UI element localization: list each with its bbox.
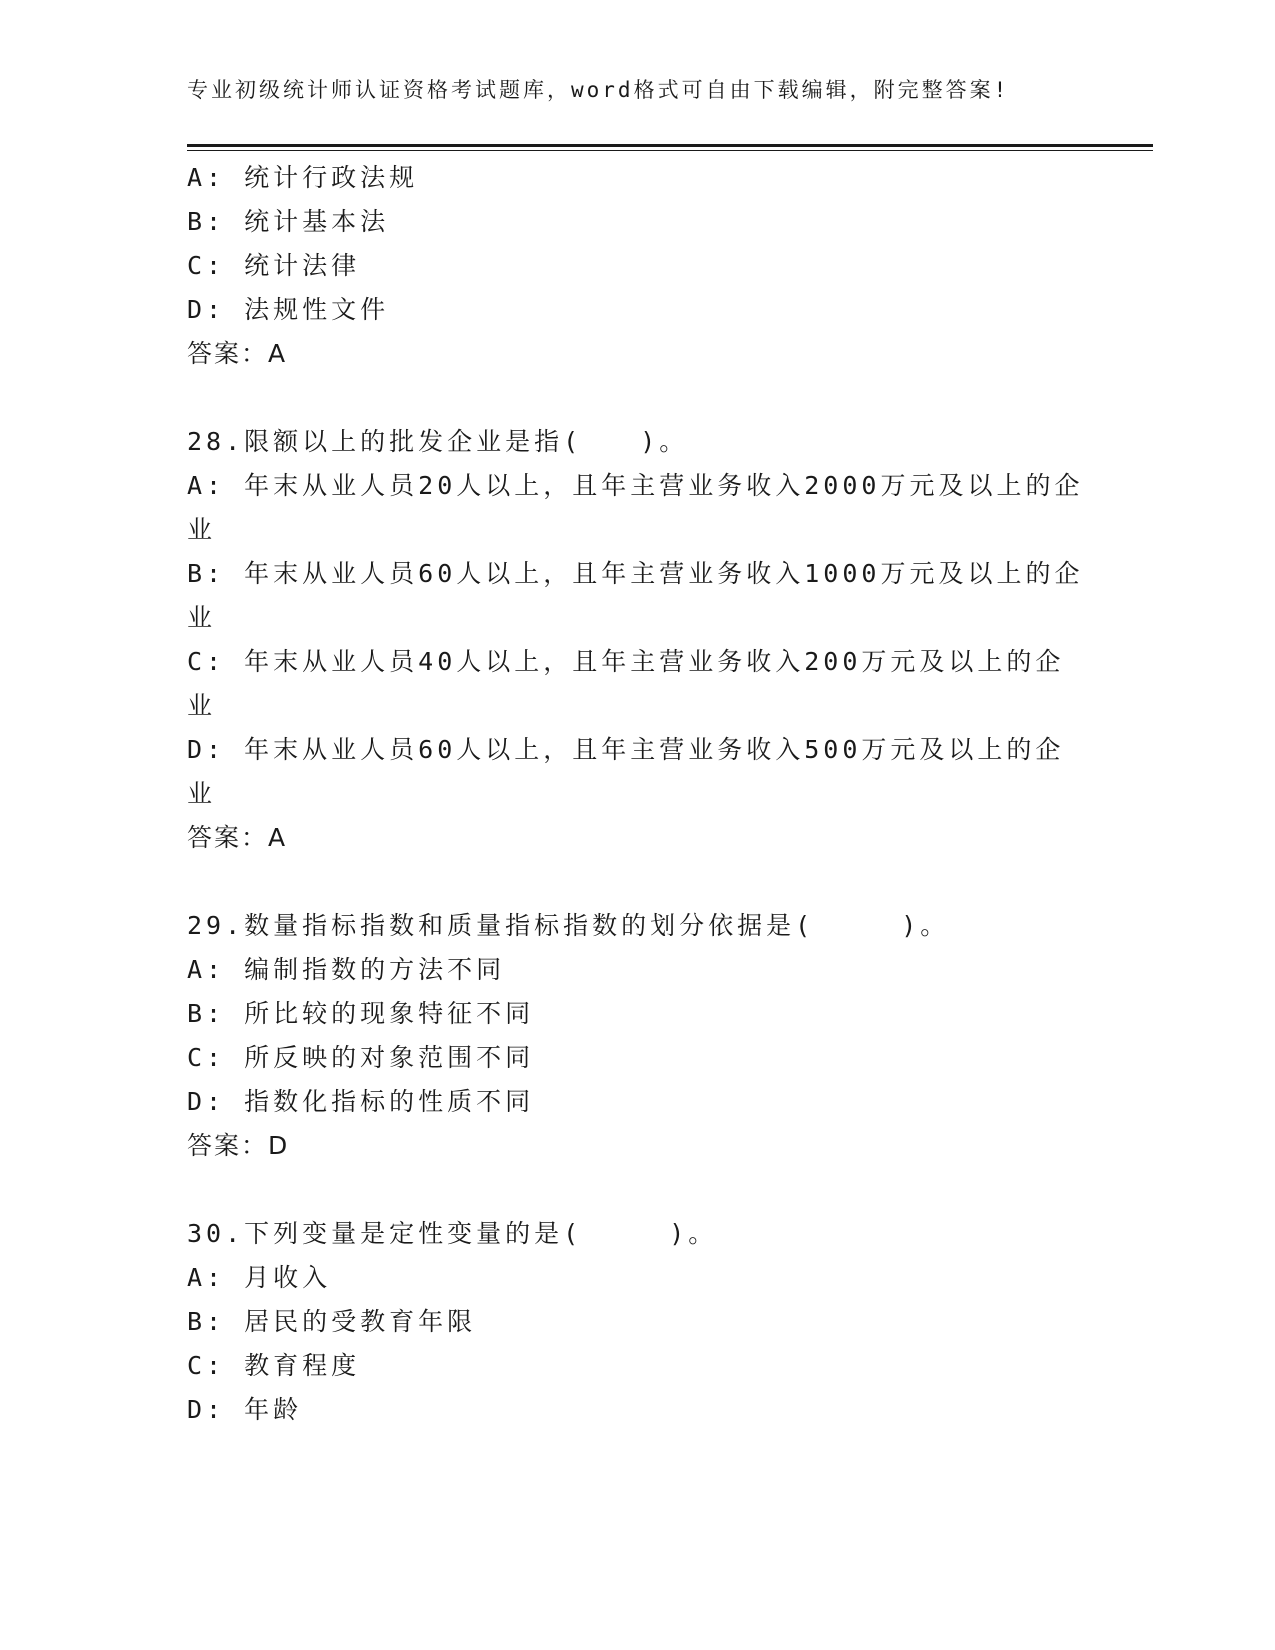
prev-option-a: A: 统计行政法规	[187, 163, 419, 192]
prev-option-b: B: 统计基本法	[187, 207, 390, 236]
q28-option-a: A: 年末从业人员20人以上，且年主营业务收入2000万元及以上的企	[187, 471, 1084, 500]
q28-option-a-wrap: 业	[187, 515, 217, 544]
q29-option-c: C: 所反映的对象范围不同	[187, 1043, 535, 1072]
q28-option-d: D: 年末从业人员60人以上，且年主营业务收入500万元及以上的企	[187, 735, 1065, 764]
header-rule-thick	[187, 144, 1153, 147]
q28-option-b: B: 年末从业人员60人以上，且年主营业务收入1000万元及以上的企	[187, 559, 1084, 588]
q28-option-c-wrap: 业	[187, 691, 217, 720]
q28-answer: 答案：A	[187, 823, 288, 852]
q29-option-b: B: 所比较的现象特征不同	[187, 999, 535, 1028]
prev-option-d: D: 法规性文件	[187, 295, 390, 324]
q28-option-d-wrap: 业	[187, 779, 217, 808]
q28-option-c: C: 年末从业人员40人以上，且年主营业务收入200万元及以上的企	[187, 647, 1065, 676]
q30-option-d: D: 年龄	[187, 1395, 303, 1424]
q30-option-a: A: 月收入	[187, 1263, 332, 1292]
header-rule-thin	[187, 150, 1153, 151]
q29-stem: 29.数量指标指数和质量指标指数的划分依据是( )。	[187, 911, 950, 940]
q30-stem: 30.下列变量是定性变量的是( )。	[187, 1219, 718, 1248]
q28-option-b-wrap: 业	[187, 603, 217, 632]
q29-option-d: D: 指数化指标的性质不同	[187, 1087, 535, 1116]
q30-option-c: C: 教育程度	[187, 1351, 361, 1380]
q30-option-b: B: 居民的受教育年限	[187, 1307, 477, 1336]
q29-option-a: A: 编制指数的方法不同	[187, 955, 506, 984]
page-header: 专业初级统计师认证资格考试题库，word格式可自由下载编辑，附完整答案!	[187, 78, 1010, 102]
prev-option-c: C: 统计法律	[187, 251, 361, 280]
q28-stem: 28.限额以上的批发企业是指( )。	[187, 427, 689, 456]
q29-answer: 答案：D	[187, 1131, 290, 1160]
prev-answer: 答案：A	[187, 339, 288, 368]
